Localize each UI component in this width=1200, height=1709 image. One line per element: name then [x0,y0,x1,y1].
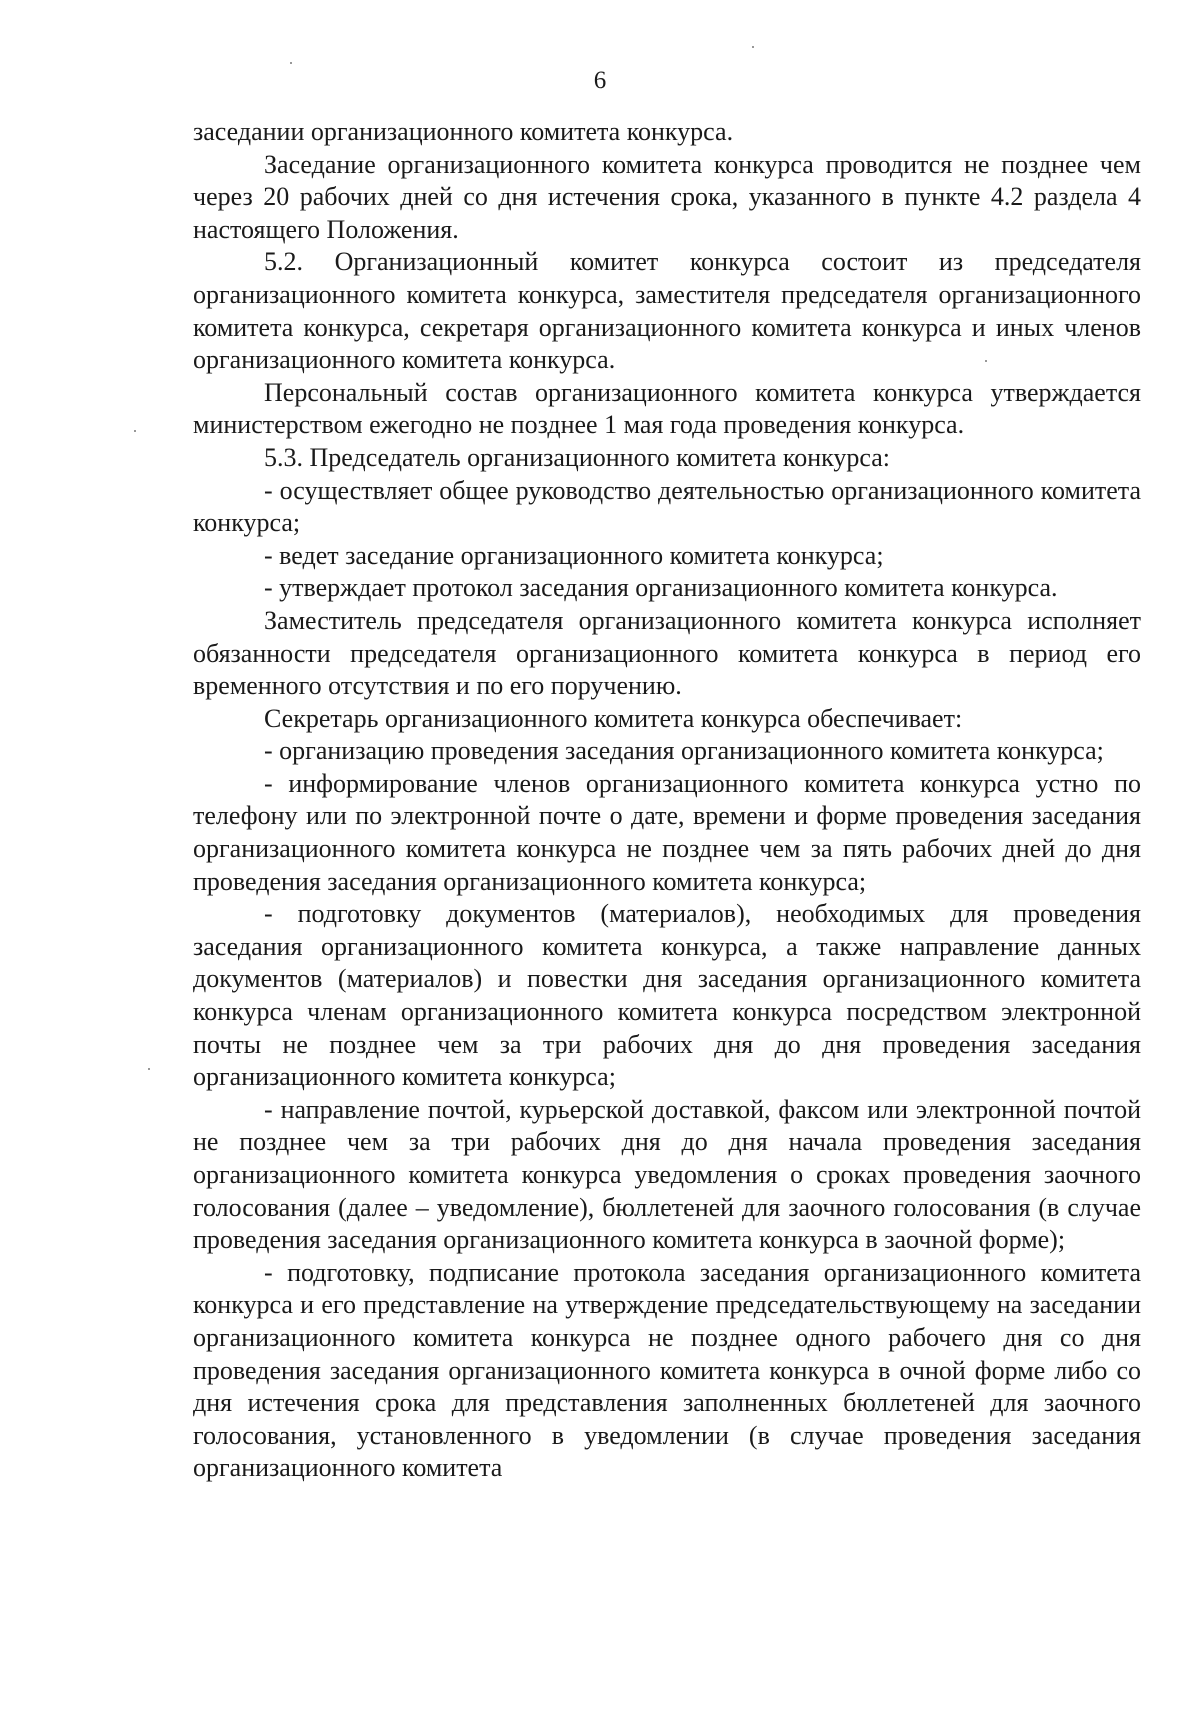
list-item-chairman-conducts: - ведет заседание организационного комитета конкурса; [264,540,884,570]
list-item-secretary-protocol: - подготовку, подписание протокола заседания организационного комитета конкурса и его представление на утверждение председательствующему на заседании организационного комитета конкурса не позднее одного рабочего дня со дня проведения заседания организационного комитета конкурса в очной форме либо со дня истечения срока для представления заполненных бюллетеней для заочного голосования, установленного в уведомлении (в случае проведения заседания организационного комитета [193,1257,1141,1483]
document-body [193,116,1141,1485]
list-item-secretary-organization: - организацию проведения заседания организационного комитета конкурса; [264,736,1104,766]
list-item-chairman-approves: - утверждает протокол заседания организационного комитета конкурса. [264,573,1058,603]
paragraph-continuation: заседании организационного комитета конкурса. [193,117,734,146]
scan-speck [134,430,136,432]
paragraph-5-2-composition: 5.2. Организационный комитет конкурса состоит из председателя организационного комитета конкурса, заместителя председателя организационного комитета конкурса, секретаря организационного комитета конкурса и иных членов организационного комитета конкурса. [193,247,1141,375]
paragraph-secretary-duties: Секретарь организационного комитета конкурса обеспечивает: [264,703,963,733]
scan-speck [752,46,754,48]
list-item-secretary-documents: - подготовку документов (материалов), необходимых для проведения заседания организационного комитета конкурса, а также направление данных документов (материалов) и повестки дня заседания организационного комитета конкурса членам организационного комитета конкурса посредством электронной почты не позднее чем за три рабочих дня до дня проведения заседания организационного комитета конкурса; [193,899,1141,1092]
scan-speck [290,62,292,64]
page-number: 6 [593,67,607,94]
paragraph-5-3-chairman: 5.3. Председатель организационного комитета конкурса: [264,442,891,472]
paragraph-personnel-approval: Персональный состав организационного комитета конкурса утверждается министерством ежегодно не позднее 1 мая года проведения конкурса. [193,377,1141,440]
list-item-secretary-notification: - направление почтой, курьерской доставкой, факсом или электронной почтой не позднее чем за три рабочих дня до дня начала проведения заседания организационного комитета конкурса уведомления о сроках проведения заочного голосования (далее – уведомление), бюллетеней для заочного голосования (в случае проведения заседания организационного комитета конкурса в заочной форме); [193,1094,1141,1255]
paragraph-meeting-deadline: Заседание организационного комитета конкурса проводится не позднее чем через 20 рабочих дней со дня истечения срока, указанного в пункте 4.2 раздела 4 настоящего Положения. [193,149,1141,244]
list-item-chairman-leadership: - осуществляет общее руководство деятельностью организационного комитета конкурса; [193,475,1141,538]
scan-speck [985,360,987,362]
scan-speck [148,1068,150,1070]
paragraph-deputy-chairman: Заместитель председателя организационного комитета конкурса исполняет обязанности председателя организационного комитета конкурса в период его временного отсутствия и по его поручению. [193,605,1141,701]
list-item-secretary-informing: - информирование членов организационного комитета конкурса устно по телефону или по электронной почте о дате, времени и форме проведения заседания организационного комитета конкурса не позднее чем за пять рабочих дней до дня проведения заседания организационного комитета конкурса; [193,768,1141,896]
